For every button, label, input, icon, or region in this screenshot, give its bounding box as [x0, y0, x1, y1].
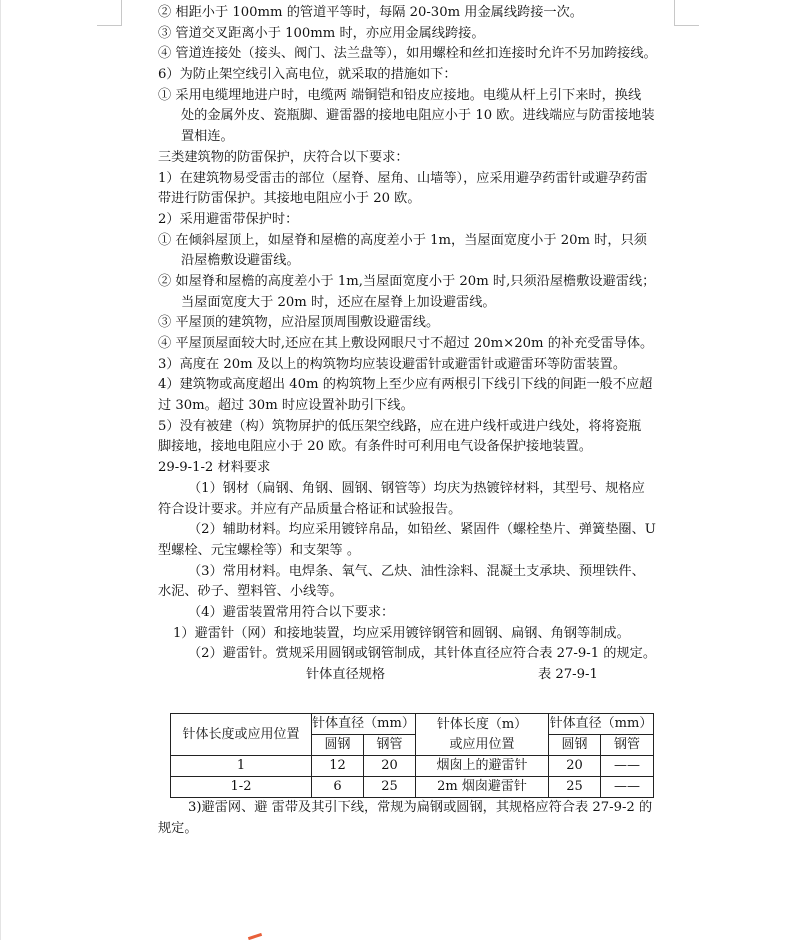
section-heading: 29-9-1-2 材料要求 — [158, 460, 271, 476]
text-line: 三类建筑物的防雷保护，庆符合以下要求： — [158, 149, 409, 165]
table-header-cell: 针体直径（mm） — [312, 714, 416, 735]
text-line: 置相连。 — [181, 129, 234, 145]
table-cell: 1-2 — [171, 777, 312, 798]
text-line: （3）常用材料。电焊条、氧气、乙炔、油性涂料、混凝土支承块、预埋铁件、 — [188, 563, 645, 579]
table-header-line: 针体长度（m） — [436, 716, 528, 732]
text-line: 1）避雷针（网）和接地装置，均应采用镀锌钢管和圆钢、扁钢、角钢等制成。 — [173, 625, 630, 641]
table-cell: 6 — [312, 777, 364, 798]
text-line: 型螺栓、元宝螺栓等）和支架等 。 — [158, 542, 361, 558]
text-line: 3)避雷网、避 雷带及其引下线，常规为扁钢或圆钢，其规格应符合表 27-9-2 的 — [188, 800, 653, 815]
table-caption-number: 表 27-9-1 — [538, 667, 598, 682]
text-line: （2）避雷针。赏规采用圆钢或钢管制成，其针体直径应符合表 27-9-1 的规定。 — [188, 646, 657, 662]
text-line: 处的金属外皮、瓷瓶脚、避雷器的接地电阻应小于 10 欧。进线端应与防雷接地装 — [181, 108, 655, 124]
text-line: ④ 管道连接处（接头、阀门、法兰盘等），如用螺栓和丝扣连接时允许不另加跨接线。 — [158, 46, 657, 62]
table-subheader-cell: 圆钢 — [549, 735, 601, 756]
text-line: 5）没有被建（构）筑物屏护的低压架空线路，应在进户线杆或进户线处，将将瓷瓶 — [158, 418, 642, 434]
text-line: 水泥、砂子、塑料管、小线等。 — [158, 584, 343, 600]
text-line: 过 30m。超过 30m 时应设置补助引下线。 — [158, 398, 414, 414]
text-line: 带进行防雷保护。其接地电阻应小于 20 欧。 — [158, 191, 421, 207]
text-line: ① 采用电缆埋地进户时，电缆两 端铜铠和铅皮应接地。电缆从杆上引下来时，换线 — [158, 87, 642, 103]
text-line: 当屋面宽度大于 20m 时，还应在屋脊上加设避雷线。 — [181, 294, 496, 310]
text-line: ④ 平屋顶屋面较大时,还应在其上敷设网眼尺寸不超过 20m×20m 的补充受雷导体。 — [158, 336, 654, 351]
table-cell: 25 — [549, 777, 601, 798]
text-line: ② 如屋脊和屋檐的高度差小于 1m,当屋面宽度小于 20m 时,只须沿屋檐敷设避雷线； — [158, 273, 656, 289]
text-line: ① 在倾斜屋顶上，如屋脊和屋檐的高度差小于 1m，当屋面宽度小于 20m 时，只须 — [158, 232, 647, 248]
table-header-cell — [416, 714, 549, 756]
text-line: 规定。 — [158, 820, 198, 836]
table-row — [171, 777, 654, 798]
crop-mark-top-left-v — [121, 0, 122, 25]
table-caption — [158, 665, 680, 686]
text-line: （2）辅助材料。均应采用镀锌帛品，如铅丝、紧固件（螺栓垫片、弹簧垫圈、U — [188, 522, 656, 538]
text-line: 6）为防止架空线引入高电位，就采取的措施如下： — [158, 67, 457, 83]
table-cell: —— — [601, 756, 654, 777]
table-cell: 烟囱上的避雷针 — [416, 756, 549, 777]
text-line: ③ 管道交叉距离小于 100mm 时，亦应用金属线跨接。 — [158, 25, 485, 41]
page-mark — [248, 933, 262, 940]
text-line: 脚接地，接地电阻应小于 20 欧。有条件时可利用电气设备保护接地装置。 — [158, 439, 592, 455]
table-subheader-cell: 钢管 — [601, 735, 654, 756]
table-header-row — [171, 714, 654, 735]
table-cell: 1 — [171, 756, 312, 777]
table-subheader-cell: 圆钢 — [312, 735, 364, 756]
table-cell: 20 — [549, 756, 601, 777]
table-cell: 20 — [364, 756, 416, 777]
text-line: 2）采用避雷带保护时： — [158, 211, 299, 227]
spec-table — [170, 713, 654, 798]
crop-mark-top-left-h — [97, 25, 122, 26]
text-line: 1）在建筑物易受雷击的部位（屋脊、屋角、山墙等），应采用避孕药雷针或避孕药雷 — [158, 170, 648, 186]
text-line: ③ 平屋顶的建筑物，应沿屋顶周围敷设避雷线。 — [158, 315, 440, 331]
table-cell: 12 — [312, 756, 364, 777]
text-line: 4）建筑物或高度超出 40m 的构筑物上至少应有两根引下线引下线的间距一般不应超 — [158, 377, 653, 393]
text-line: （4）避雷装置常用符合以下要求： — [188, 604, 395, 620]
table-header-cell: 针体直径（mm） — [549, 714, 654, 735]
page-edge-left — [0, 0, 1, 940]
body-text — [158, 3, 680, 686]
table-cell: 25 — [364, 777, 416, 798]
table-header-line: 或应用位置 — [449, 736, 515, 752]
text-line: 符合设计要求。并应有产品质量合格证和试验报告。 — [158, 501, 462, 517]
table-row — [171, 756, 654, 777]
table-header-cell: 针体长度或应用位置 — [171, 714, 312, 756]
table-caption-title: 针体直径规格 — [306, 667, 386, 682]
text-line: 沿屋檐敷设避雷线。 — [181, 253, 300, 269]
table-cell: —— — [601, 777, 654, 798]
text-line: ② 相距小于 100mm 的管道平等时，每隔 20-30m 用金属线跨接一次。 — [158, 5, 583, 20]
table-cell: 2m 烟囱避雷针 — [416, 777, 549, 798]
text-line: 3）高度在 20m 及以上的构筑物均应装设避雷针或避雷针或避雷环等防雷装置。 — [158, 356, 627, 372]
body-text-after-table — [158, 798, 680, 839]
text-line: （1）钢材（扁钢、角钢、圆钢、钢管等）均庆为热镀锌材料，其型号、规格应 — [188, 480, 645, 496]
table-subheader-cell: 钢管 — [364, 735, 416, 756]
